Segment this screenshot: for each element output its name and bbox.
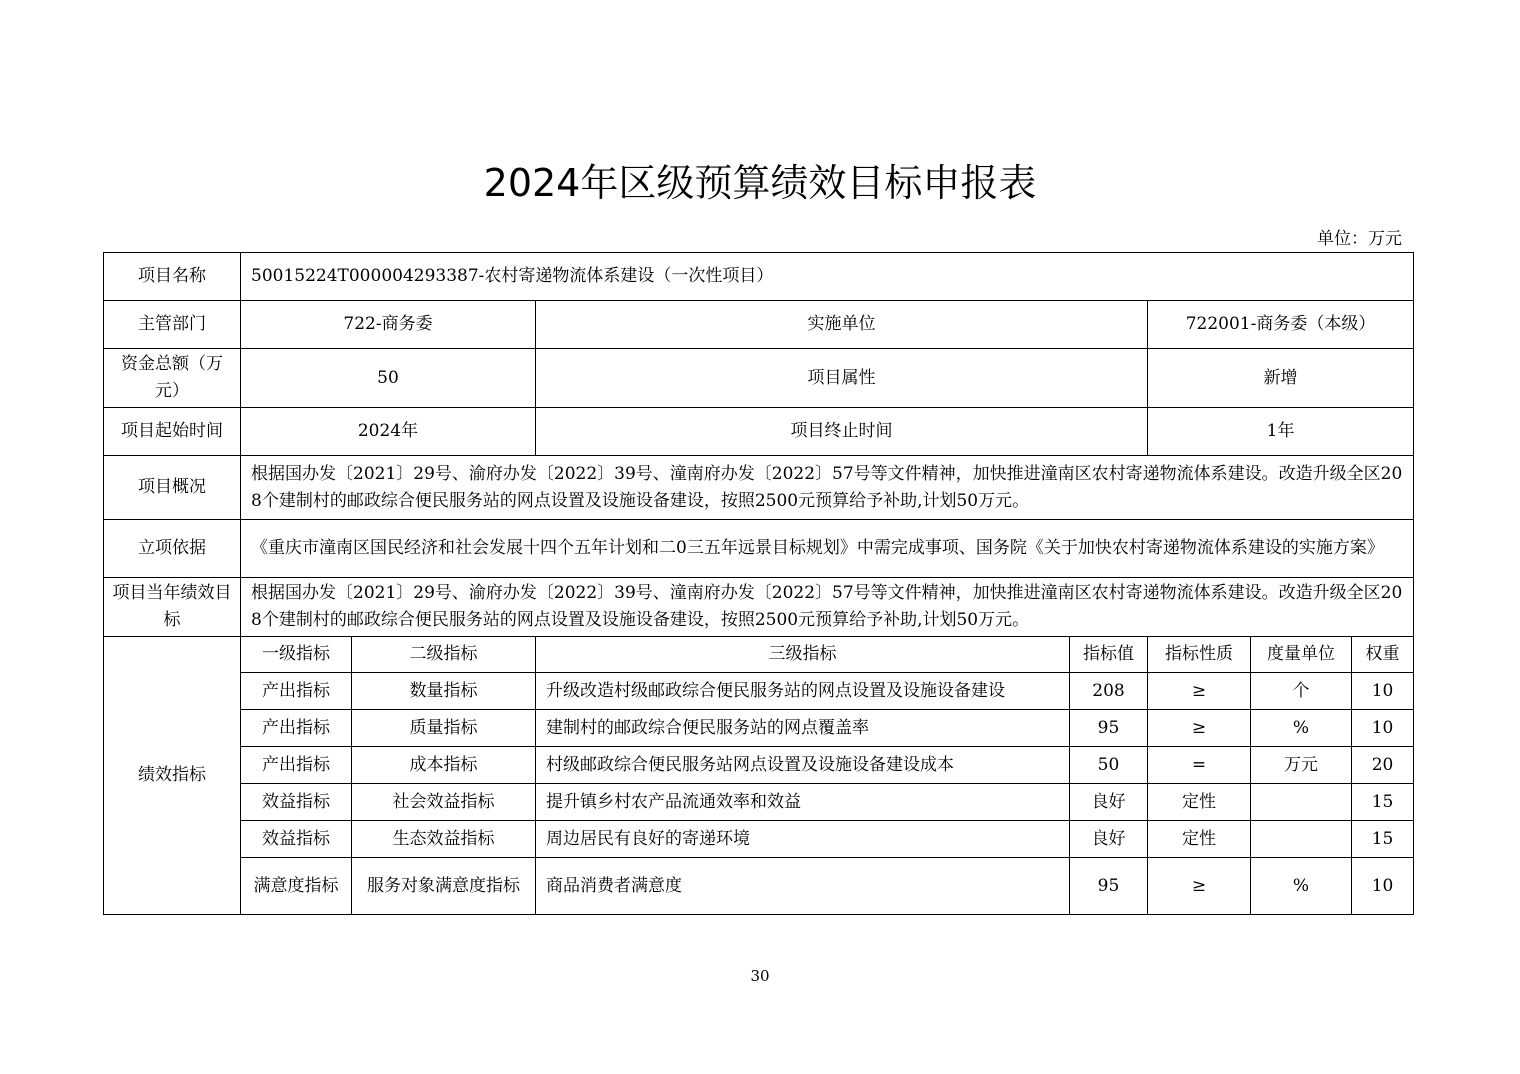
project-attr-label: 项目属性 xyxy=(536,349,1148,408)
value-cell: 良好 xyxy=(1070,784,1148,821)
project-name-label: 项目名称 xyxy=(104,253,241,301)
value-cell: 208 xyxy=(1070,673,1148,710)
overview-label: 项目概况 xyxy=(104,456,241,520)
level2-cell: 数量指标 xyxy=(352,673,536,710)
dept-label: 主管部门 xyxy=(104,301,241,349)
page-title: 2024年区级预算绩效目标申报表 xyxy=(483,161,1037,205)
level2-cell: 社会效益指标 xyxy=(352,784,536,821)
level1-cell: 产出指标 xyxy=(241,673,352,710)
impl-unit-label: 实施单位 xyxy=(536,301,1148,349)
value-cell: 良好 xyxy=(1070,821,1148,858)
funds-label: 资金总额（万元） xyxy=(104,349,241,408)
basis-value: 《重庆市潼南区国民经济和社会发展十四个五年计划和二0三五年远景目标规划》中需完成事项、国务院《关于加快农村寄递物流体系建设的实施方案》 xyxy=(241,520,1414,578)
overview-value: 根据国办发〔2021〕29号、渝府办发〔2022〕39号、潼南府办发〔2022〕57号等文件精神，加快推进潼南区农村寄递物流体系建设。改造升级全区208个建制村的邮政综合便民服务站的网点设置及设施设备建设，按照2500元预算给予补助,计划50万元。 xyxy=(241,456,1414,520)
header-level3: 三级指标 xyxy=(536,637,1070,673)
level3-cell: 提升镇乡村农产品流通效率和效益 xyxy=(536,784,1070,821)
header-nature: 指标性质 xyxy=(1148,637,1251,673)
level2-cell: 生态效益指标 xyxy=(352,821,536,858)
weight-cell: 10 xyxy=(1352,858,1414,915)
nature-cell: ≥ xyxy=(1148,858,1251,915)
level1-cell: 效益指标 xyxy=(241,784,352,821)
unit-cell: 万元 xyxy=(1251,747,1352,784)
end-time-value: 1年 xyxy=(1148,408,1414,456)
weight-cell: 10 xyxy=(1352,710,1414,747)
unit-label: 单位：万元 xyxy=(1317,229,1402,249)
level3-cell: 村级邮政综合便民服务站网点设置及设施设备建设成本 xyxy=(536,747,1070,784)
nature-cell: = xyxy=(1148,747,1251,784)
level2-cell: 质量指标 xyxy=(352,710,536,747)
unit-cell: % xyxy=(1251,858,1352,915)
table-row xyxy=(104,821,1414,858)
weight-cell: 10 xyxy=(1352,673,1414,710)
table-row xyxy=(104,673,1414,710)
budget-form-table xyxy=(103,252,1414,915)
header-level2: 二级指标 xyxy=(352,637,536,673)
level3-cell: 周边居民有良好的寄递环境 xyxy=(536,821,1070,858)
funds-value: 50 xyxy=(241,349,536,408)
level2-cell: 服务对象满意度指标 xyxy=(352,858,536,915)
unit-cell xyxy=(1251,821,1352,858)
weight-cell: 15 xyxy=(1352,784,1414,821)
nature-cell: 定性 xyxy=(1148,784,1251,821)
nature-cell: ≥ xyxy=(1148,673,1251,710)
start-time-value: 2024年 xyxy=(241,408,536,456)
value-cell: 95 xyxy=(1070,858,1148,915)
nature-cell: 定性 xyxy=(1148,821,1251,858)
header-value: 指标值 xyxy=(1070,637,1148,673)
dept-value: 722-商务委 xyxy=(241,301,536,349)
value-cell: 95 xyxy=(1070,710,1148,747)
level3-cell: 商品消费者满意度 xyxy=(536,858,1070,915)
unit-cell: % xyxy=(1251,710,1352,747)
page-number: 30 xyxy=(750,967,770,985)
level3-cell: 升级改造村级邮政综合便民服务站的网点设置及设施设备建设 xyxy=(536,673,1070,710)
project-attr-value: 新增 xyxy=(1148,349,1414,408)
level1-cell: 效益指标 xyxy=(241,821,352,858)
header-unit: 度量单位 xyxy=(1251,637,1352,673)
level1-cell: 产出指标 xyxy=(241,747,352,784)
goal-label: 项目当年绩效目标 xyxy=(104,578,241,637)
level3-cell: 建制村的邮政综合便民服务站的网点覆盖率 xyxy=(536,710,1070,747)
indicators-label: 绩效指标 xyxy=(104,637,241,915)
weight-cell: 20 xyxy=(1352,747,1414,784)
start-time-label: 项目起始时间 xyxy=(104,408,241,456)
header-level1: 一级指标 xyxy=(241,637,352,673)
table-row xyxy=(104,784,1414,821)
weight-cell: 15 xyxy=(1352,821,1414,858)
impl-unit-value: 722001-商务委（本级） xyxy=(1148,301,1414,349)
unit-cell: 个 xyxy=(1251,673,1352,710)
table-row xyxy=(104,747,1414,784)
level1-cell: 产出指标 xyxy=(241,710,352,747)
value-cell: 50 xyxy=(1070,747,1148,784)
level2-cell: 成本指标 xyxy=(352,747,536,784)
unit-cell xyxy=(1251,784,1352,821)
nature-cell: ≥ xyxy=(1148,710,1251,747)
table-row xyxy=(104,858,1414,915)
project-name-value: 50015224T000004293387-农村寄递物流体系建设（一次性项目） xyxy=(241,253,1414,301)
header-weight: 权重 xyxy=(1352,637,1414,673)
goal-value: 根据国办发〔2021〕29号、渝府办发〔2022〕39号、潼南府办发〔2022〕57号等文件精神，加快推进潼南区农村寄递物流体系建设。改造升级全区208个建制村的邮政综合便民服务站的网点设置及设施设备建设，按照2500元预算给予补助,计划50万元。 xyxy=(241,578,1414,637)
end-time-label: 项目终止时间 xyxy=(536,408,1148,456)
level1-cell: 满意度指标 xyxy=(241,858,352,915)
table-row xyxy=(104,710,1414,747)
basis-label: 立项依据 xyxy=(104,520,241,578)
